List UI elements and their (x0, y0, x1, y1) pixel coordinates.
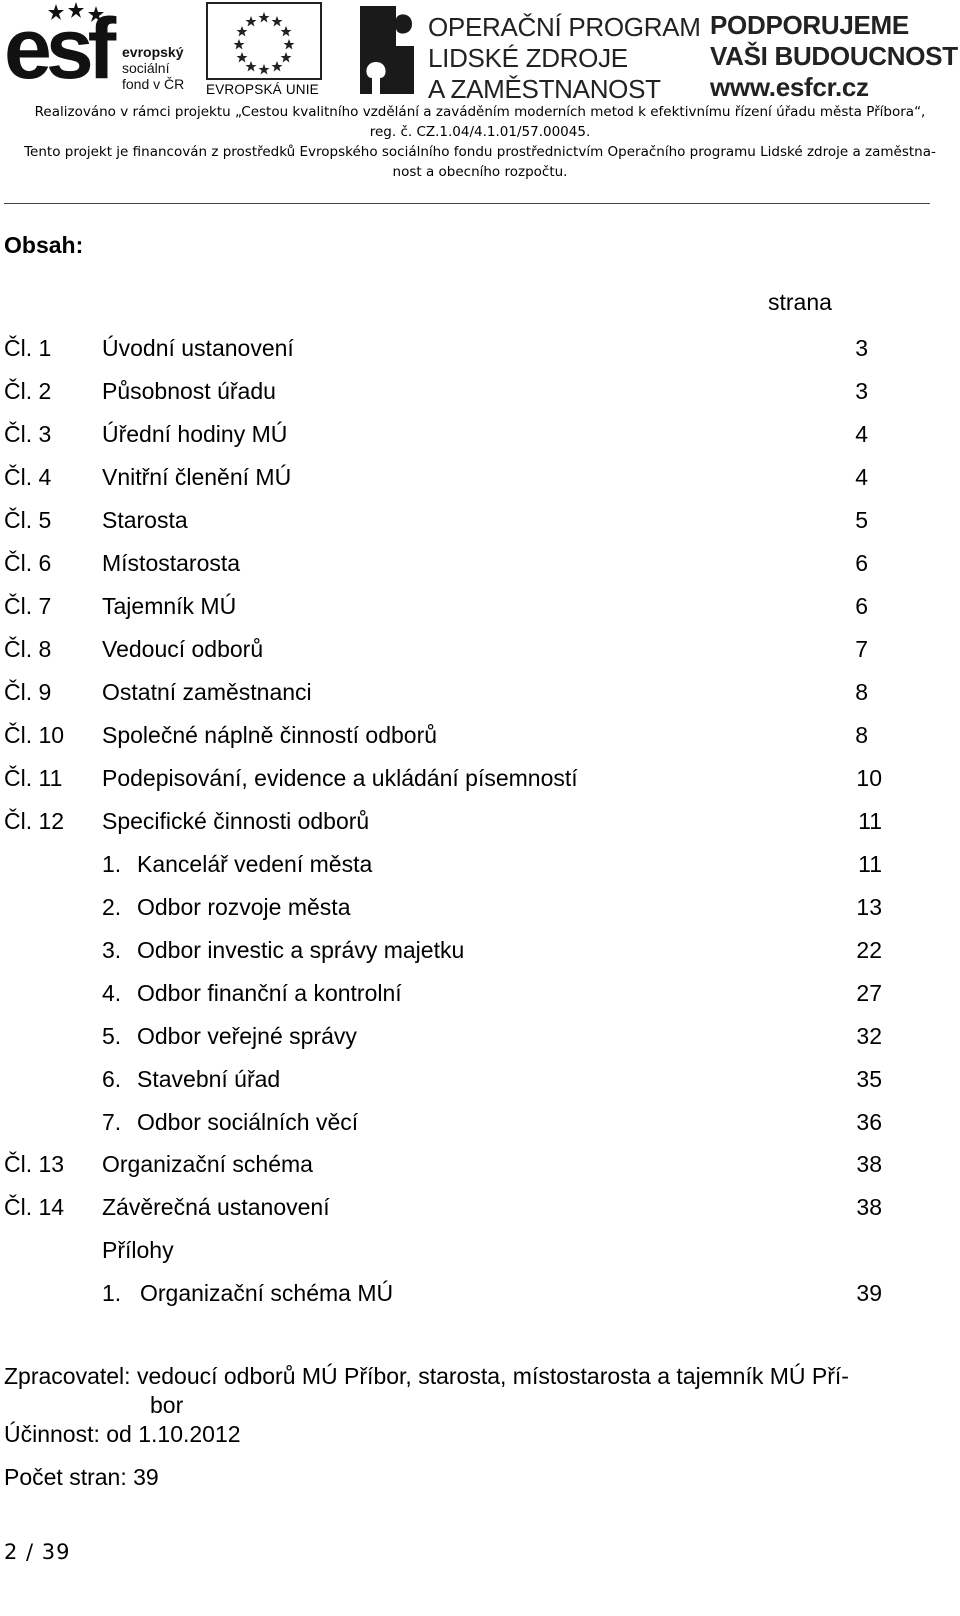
subentry-index: 1. (102, 851, 122, 877)
subentry-index: 3. (102, 937, 122, 963)
toc-subentry (0, 977, 960, 1009)
article-title: Závěrečná ustanovení (102, 1194, 330, 1220)
page-number: 36 (856, 1109, 882, 1135)
page-number: 8 (855, 722, 868, 748)
article-title: Působnost úřadu (102, 378, 276, 404)
project-line: Tento projekt je financován z prostředků Evropského sociálního fondu prostřednictvím Operačního programu Lidské zdroje a zaměstna- (24, 144, 936, 160)
eu-logo (206, 2, 324, 98)
subentry-index: 5. (102, 1023, 122, 1049)
header-divider (4, 203, 930, 204)
article-number: Čl. 3 (4, 421, 52, 447)
attachments-heading: Přílohy (102, 1237, 174, 1263)
subentry-index: 4. (102, 980, 122, 1006)
attachment-index: 1. (102, 1280, 122, 1306)
article-title: Tajemník MÚ (102, 593, 237, 619)
article-title: Vedoucí odborů (102, 636, 264, 662)
article-number: Čl. 12 (4, 808, 65, 834)
article-title: Úřední hodiny MÚ (102, 421, 288, 447)
esf-caption-line: sociální (122, 60, 170, 76)
toc-entry (0, 418, 960, 450)
toc-entry (0, 633, 960, 665)
page-header (0, 0, 960, 210)
support-slogan (710, 10, 958, 103)
article-number: Čl. 14 (4, 1194, 65, 1220)
esf-caption-line: fond v ČR (122, 76, 185, 92)
toc-entry (0, 332, 960, 364)
page-number: 6 (855, 593, 868, 619)
toc-entry (0, 547, 960, 579)
page-number: 6 (855, 550, 868, 576)
toc-title: Obsah: (4, 232, 84, 258)
page-number: 4 (855, 421, 868, 447)
op-wordmark (428, 12, 701, 105)
article-number: Čl. 2 (4, 378, 52, 404)
page-number: 10 (856, 765, 882, 791)
page-number: 38 (856, 1151, 882, 1177)
op-line: OPERAČNÍ PROGRAM (428, 12, 701, 42)
eu-flag-icon (206, 2, 322, 80)
article-title: Vnitřní členění MÚ (102, 464, 292, 490)
page-number: 13 (856, 894, 882, 920)
op-line: LIDSKÉ ZDROJE (428, 43, 628, 73)
page-number: 5 (855, 507, 868, 533)
toc-subentry (0, 891, 960, 923)
page-number: 11 (858, 808, 882, 834)
attachment-title: Organizační schéma MÚ (140, 1280, 394, 1306)
page-number: 27 (856, 980, 882, 1006)
subentry-index: 2. (102, 894, 122, 920)
toc-attachment (0, 1277, 960, 1309)
subentry-index: 7. (102, 1109, 122, 1135)
page-number: 11 (858, 851, 882, 877)
subentry-title: Odbor sociálních věcí (137, 1109, 359, 1135)
op-logo (356, 2, 701, 104)
page-number: 32 (856, 1023, 882, 1049)
article-number: Čl. 1 (4, 335, 52, 361)
prepared-by-line: bor (150, 1392, 184, 1418)
subentry-index: 6. (102, 1066, 122, 1092)
project-line: reg. č. CZ.1.04/4.1.01/57.00045. (369, 124, 591, 140)
toc-subentry (0, 848, 960, 880)
toc-subentry (0, 1106, 960, 1138)
page-number: 3 (855, 378, 868, 404)
article-number: Čl. 7 (4, 593, 52, 619)
toc-entry (0, 719, 960, 751)
page-column-heading: strana (768, 289, 832, 315)
project-statement (0, 102, 960, 182)
article-title: Úvodní ustanovení (102, 335, 294, 361)
article-number: Čl. 5 (4, 507, 52, 533)
article-number: Čl. 10 (4, 722, 65, 748)
esf-caption (122, 44, 184, 92)
page-number: 4 (855, 464, 868, 490)
subentry-title: Odbor finanční a kontrolní (137, 980, 402, 1006)
op-line: A ZAMĚSTNANOST (428, 74, 661, 104)
esf-website: www.esfcr.cz (710, 72, 869, 102)
page-number: 35 (856, 1066, 882, 1092)
article-title: Ostatní zaměstnanci (102, 679, 312, 705)
article-number: Čl. 11 (4, 765, 63, 791)
article-title: Místostarosta (102, 550, 241, 576)
esf-wordmark: esf (4, 1, 111, 97)
article-number: Čl. 6 (4, 550, 52, 576)
project-line: nost a obecního rozpočtu. (392, 164, 568, 180)
toc-entry (0, 375, 960, 407)
page-number: 3 (855, 335, 868, 361)
subentry-title: Odbor investic a správy majetku (137, 937, 465, 963)
page-number: 39 (856, 1280, 882, 1306)
subentry-title: Stavební úřad (137, 1066, 281, 1092)
esf-caption-line: evropský (122, 44, 184, 60)
page-number: 8 (855, 679, 868, 705)
toc-entry (0, 1191, 960, 1223)
article-title: Starosta (102, 507, 188, 533)
page-indicator: 2 / 39 (4, 1540, 71, 1564)
prepared-by-line: Zpracovatel: vedoucí odborů MÚ Příbor, starosta, místostarosta a tajemník MÚ Pří- (4, 1363, 849, 1389)
esf-logo (4, 2, 196, 98)
toc-entry (0, 590, 960, 622)
toc-entry (0, 461, 960, 493)
prepared-by (4, 1362, 934, 1420)
page-number: 38 (856, 1194, 882, 1220)
slogan-line: PODPORUJEME (710, 10, 909, 40)
page-count: Počet stran: 39 (4, 1464, 159, 1490)
article-title: Podepisování, evidence a ukládání písemností (102, 765, 578, 791)
toc-entry (0, 504, 960, 536)
page-number: 7 (855, 636, 868, 662)
article-number: Čl. 4 (4, 464, 52, 490)
page-number: 22 (856, 937, 882, 963)
subentry-title: Odbor rozvoje města (137, 894, 351, 920)
effective-date: Účinnost: od 1.10.2012 (4, 1421, 241, 1447)
project-line: Realizováno v rámci projektu „Cestou kvalitního vzdělání a zaváděním moderních metod k efektivnímu řízení úřadu města Příbora“, (34, 104, 926, 120)
slogan-line: VAŠI BUDOUCNOST (710, 41, 958, 71)
subentry-title: Kancelář vedení města (137, 851, 373, 877)
toc-entry (0, 762, 960, 794)
article-title: Specifické činnosti odborů (102, 808, 370, 834)
subentry-title: Odbor veřejné správy (137, 1023, 357, 1049)
toc-subentry (0, 934, 960, 966)
toc-subentry (0, 1020, 960, 1052)
article-number: Čl. 13 (4, 1151, 65, 1177)
toc-subentry (0, 1063, 960, 1095)
toc-entry (0, 676, 960, 708)
puzzle-icon (356, 2, 424, 98)
article-title: Společné náplně činností odborů (102, 722, 438, 748)
toc-entry (0, 805, 960, 837)
article-number: Čl. 8 (4, 636, 52, 662)
toc-entry (0, 1148, 960, 1180)
article-number: Čl. 9 (4, 679, 52, 705)
eu-label: EVROPSKÁ UNIE (206, 82, 319, 97)
article-title: Organizační schéma (102, 1151, 313, 1177)
